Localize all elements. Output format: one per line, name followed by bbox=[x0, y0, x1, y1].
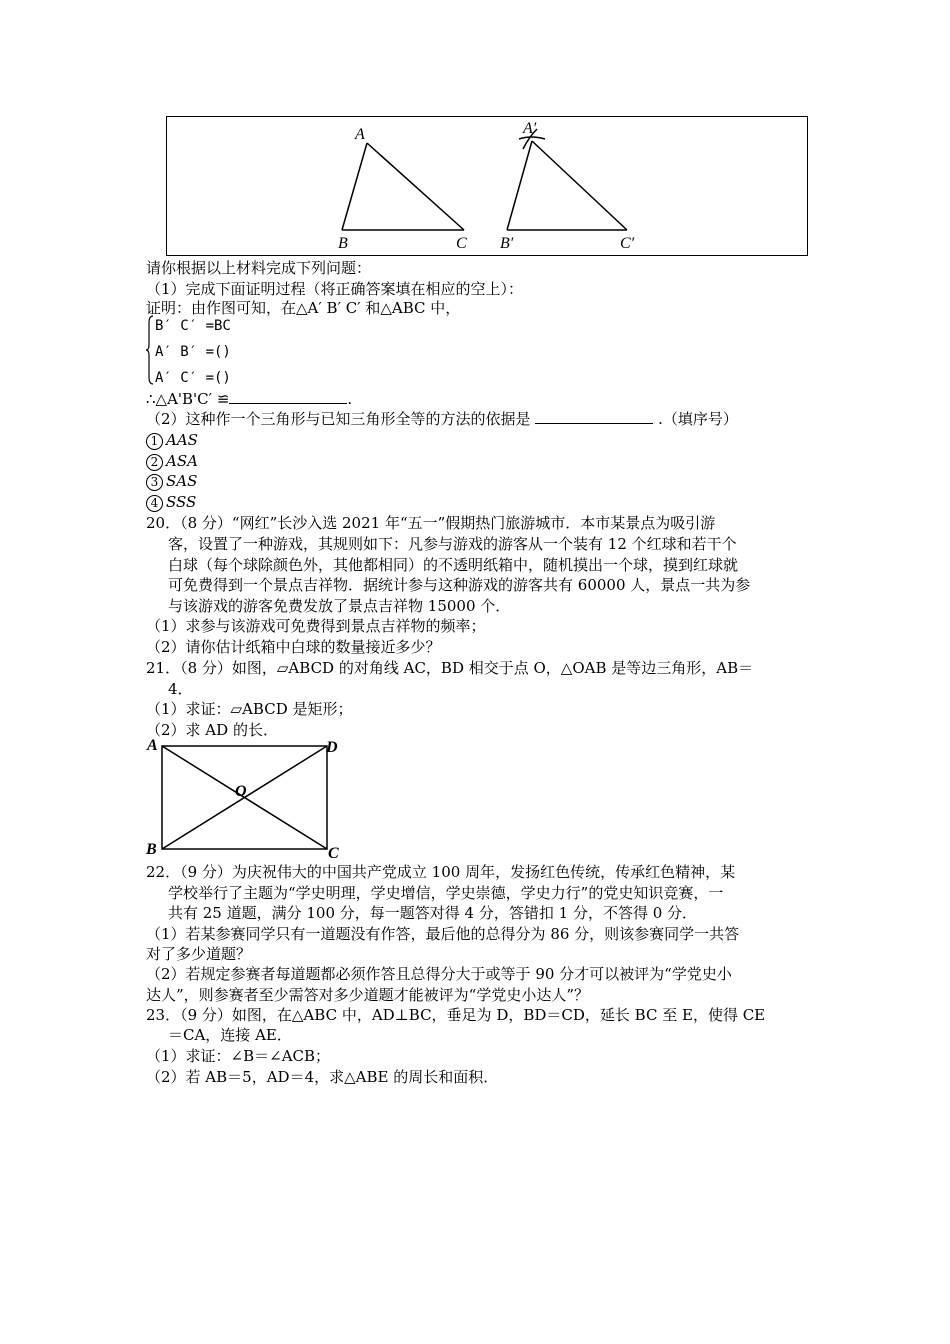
side-a2c2 bbox=[532, 141, 627, 230]
problem-20-sub-2: （2）请你估计纸箱中白球的数量接近多少？ bbox=[146, 638, 441, 656]
problem-21-sub-1: （1）求证：▱ABCD 是矩形； bbox=[146, 700, 353, 718]
problem-22-sub-2b: 达人”，则参赛者至少需答对多少道题才能被评为“学党史小达人”？ bbox=[146, 986, 590, 1004]
condition-1: B′ C′ =BC bbox=[155, 318, 231, 334]
problem-22-sub-2a: （2）若规定参赛者每道题都必须作答且总得分大于或等于 90 分才可以被评为“学党史小 bbox=[146, 965, 732, 983]
rect-label-c: C bbox=[328, 845, 339, 862]
proof-start: 证明：由作图可知，在△A′ B′ C′ 和△ABC 中， bbox=[146, 299, 461, 317]
problem-22-line-1: 22．（9 分）为庆祝伟大的中国共产党成立 100 周年，发扬红色传统，传承红色精神，某 bbox=[146, 863, 736, 881]
problem-22-sub-1a: （1）若某参赛同学只有一道题没有作答，最后他的总得分为 86 分，则该参赛同学一共答 bbox=[146, 925, 740, 943]
therefore-prefix: ∴△A'B'C′ ≌ bbox=[146, 390, 230, 408]
condition-3: A′ C′ =() bbox=[155, 370, 231, 386]
problem-21-sub-2: （2）求 AD 的长． bbox=[146, 721, 278, 739]
problem-20-line-1: 20．（8 分）“网红”长沙入选 2021 年“五一”假期热门旅游城市．本市某景点为吸引游 bbox=[146, 514, 716, 532]
therefore-suffix: . bbox=[347, 390, 353, 408]
triangle-construction-diagram bbox=[167, 117, 807, 255]
question-2-prefix: （2）这种作一个三角形与已知三角形全等的方法的依据是 bbox=[146, 410, 531, 428]
condition-brace bbox=[146, 315, 154, 385]
problem-20-line-4: 可免费得到一个景点吉祥物．据统计参与这种游戏的游客共有 60000 人，景点一共为参 bbox=[168, 576, 751, 594]
intro-line: 请你根据以上材料完成下列问题： bbox=[146, 259, 372, 277]
option-1 bbox=[146, 430, 198, 450]
answer-blank-1 bbox=[229, 403, 347, 404]
question-2-suffix: .（填序号） bbox=[658, 410, 738, 428]
problem-20-sub-1: （1）求参与该游戏可免费得到景点吉祥物的频率； bbox=[146, 617, 486, 635]
option-text-3: SAS bbox=[166, 472, 198, 490]
option-text-1: AAS bbox=[166, 431, 198, 449]
option-number-4: 4 bbox=[146, 495, 163, 512]
problem-20-line-2: 客，设置了一种游戏，其规则如下：凡参与游戏的游客从一个装有 12 个红球和若干个 bbox=[168, 535, 737, 553]
option-text-4: SSS bbox=[166, 493, 197, 511]
side-ac bbox=[367, 143, 464, 230]
triangle-figure bbox=[166, 116, 808, 256]
option-text-2: ASA bbox=[166, 452, 198, 470]
option-3 bbox=[146, 471, 197, 491]
problem-22-sub-1b: 对了多少道题？ bbox=[146, 945, 252, 963]
problem-20-line-5: 与该游戏的游客免费发放了景点吉祥物 15000 个． bbox=[168, 597, 511, 615]
option-number-2: 2 bbox=[146, 454, 163, 471]
option-2 bbox=[146, 451, 198, 471]
problem-23-line-2: ＝CA，连接 AE． bbox=[168, 1026, 292, 1044]
problem-22-line-3: 共有 25 道题，满分 100 分，每一题答对得 4 分，答错扣 1 分，不答得 0 分． bbox=[168, 904, 698, 922]
label-a: A bbox=[355, 126, 365, 143]
question-2 bbox=[146, 409, 738, 429]
question-1: （1）完成下面证明过程（将正确答案填在相应的空上）： bbox=[146, 280, 524, 298]
problem-23-sub-1: （1）求证：∠B＝∠ACB； bbox=[146, 1047, 331, 1065]
problem-23-sub-2: （2）若 AB＝5，AD＝4，求△ABE 的周长和面积． bbox=[146, 1068, 499, 1086]
condition-2: A′ B′ =() bbox=[155, 344, 231, 360]
label-b-prime: B′ bbox=[500, 235, 514, 252]
label-c-prime: C′ bbox=[620, 235, 635, 252]
problem-23-line-1: 23．（9 分）如图，在△ABC 中，AD⊥BC，垂足为 D，BD＝CD，延长 BC 至 E，使得 CE bbox=[146, 1006, 766, 1024]
rect-label-d: D bbox=[326, 739, 338, 756]
therefore-line bbox=[146, 389, 352, 409]
side-ab bbox=[342, 143, 367, 230]
arc-mark-1 bbox=[519, 137, 545, 139]
problem-22-line-2: 学校举行了主题为“学史明理，学史增信，学史崇德，学史力行”的党史知识竞赛，一 bbox=[168, 884, 724, 902]
answer-blank-2 bbox=[535, 423, 653, 424]
side-a2b2 bbox=[507, 141, 532, 230]
problem-20-line-3: 白球（每个球除颜色外，其他都相同）的不透明纸箱中，随机摸出一个球，摸到红球就 bbox=[168, 556, 739, 574]
option-number-1: 1 bbox=[146, 433, 163, 450]
label-c: C bbox=[456, 235, 467, 252]
problem-21-line-1: 21．（8 分）如图，▱ABCD 的对角线 AC，BD 相交于点 O，△OAB 是等边三角形，AB＝ bbox=[146, 659, 754, 677]
option-4 bbox=[146, 492, 196, 512]
option-number-3: 3 bbox=[146, 474, 163, 491]
rect-label-b: B bbox=[146, 841, 157, 858]
problem-21-line-2: 4． bbox=[168, 680, 193, 698]
label-b: B bbox=[338, 235, 348, 252]
rect-label-o: O bbox=[235, 783, 247, 800]
rect-label-a: A bbox=[147, 737, 158, 754]
label-a-prime: A′ bbox=[523, 120, 537, 137]
rectangle-diagram bbox=[140, 736, 350, 862]
